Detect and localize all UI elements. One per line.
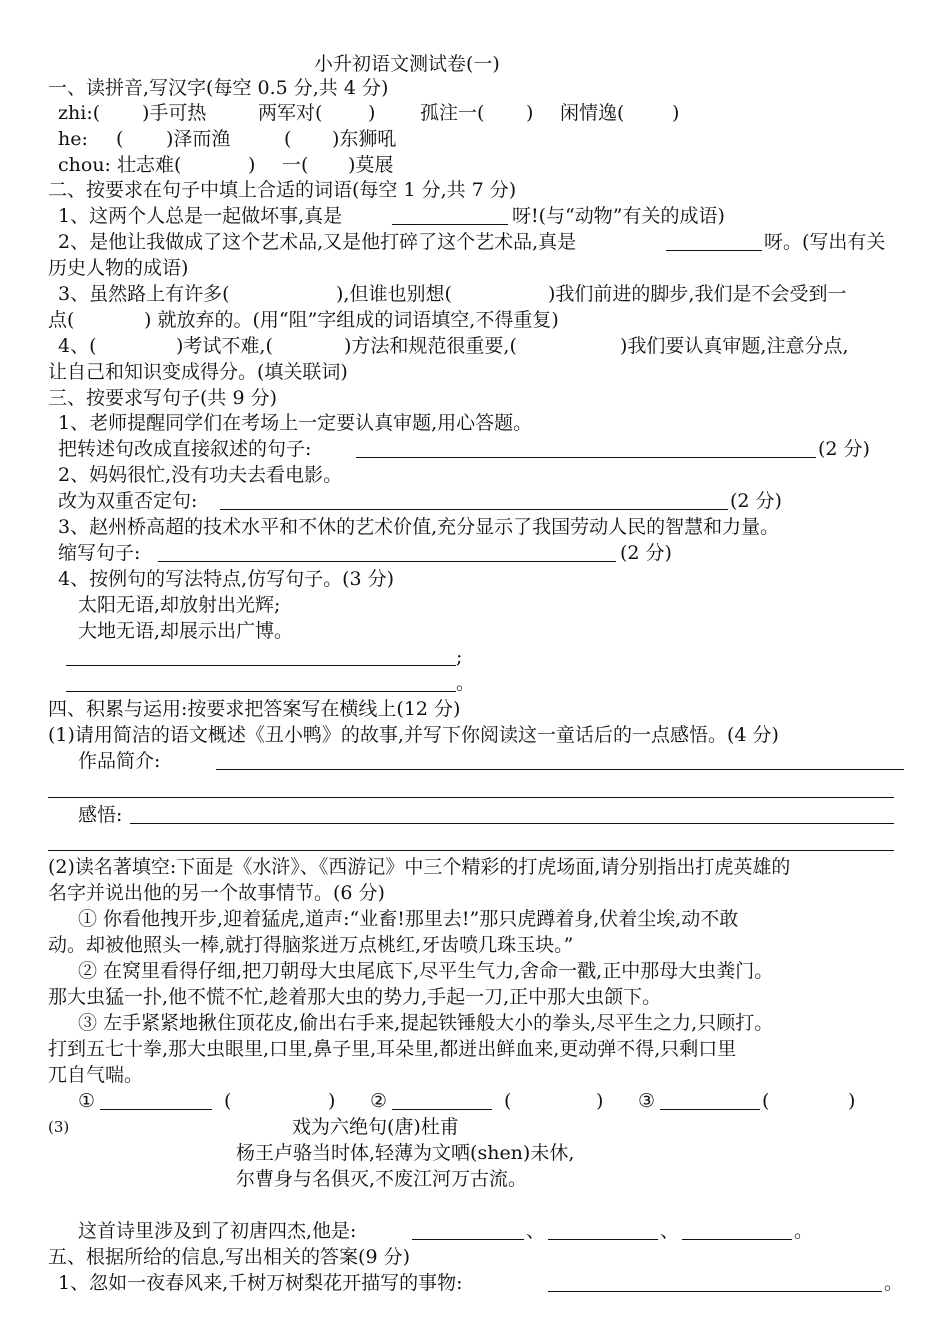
- excerpt-2-line2: 那大虫猛一扑,他不慌不忙,趁着那大虫的势力,手起一刀,正中那大虫颌下。: [48, 986, 662, 1008]
- answer-blank[interactable]: [100, 1089, 212, 1110]
- s3-q2: 2、妈妈很忙,没有功夫去看电影。: [58, 464, 343, 486]
- s4-p1: (1)请用简洁的语文概述《丑小鸭》的故事,并写下你阅读这一童话后的一点感悟。(4 分): [48, 724, 779, 746]
- poem-line-2: 尔曹身与名俱灭,不废江河万古流。: [236, 1168, 528, 1190]
- section-4-heading: 四、积累与运用:按要求把答案写在横线上(12 分): [48, 698, 461, 720]
- excerpt-2-line1: ② 在窝里看得仔细,把刀朝母大虫尾底下,尽平生气力,舍命一戳,正中那母大虫粪门。: [78, 960, 774, 982]
- answer-line[interactable]: [216, 749, 904, 770]
- answer-line[interactable]: [48, 777, 894, 798]
- section-2-heading: 二、按要求在句子中填上合适的词语(每空 1 分,共 7 分): [48, 179, 517, 201]
- section-5-heading: 五、根据所给的信息,写出相关的答案(9 分): [48, 1246, 410, 1268]
- answer-blank[interactable]: [392, 204, 508, 225]
- excerpt-3-line3: 兀自气喘。: [48, 1064, 144, 1086]
- answer-line[interactable]: [48, 830, 894, 851]
- answer-blank[interactable]: [392, 1089, 492, 1110]
- example-sentence-1: 太阳无语,却放射出光辉;: [78, 594, 281, 616]
- answer-line[interactable]: [130, 803, 894, 824]
- answer-blank[interactable]: [682, 1219, 792, 1240]
- poem-title: 戏为六绝句(唐)杜甫: [292, 1116, 459, 1138]
- s4-p2-line2: 名字并说出他的另一个故事情节。(6 分): [48, 882, 385, 904]
- answer-line[interactable]: [548, 1271, 882, 1292]
- section-3-heading: 三、按要求写句子(共 9 分): [48, 387, 277, 409]
- answer-line[interactable]: [66, 671, 456, 692]
- answer-blank[interactable]: [660, 1089, 760, 1110]
- excerpt-1-line2: 动。却被他照头一棒,就打得脑浆迸万点桃红,牙齿喷几珠玉块。”: [48, 934, 574, 956]
- answer-blank[interactable]: [548, 1219, 658, 1240]
- section-1-heading: 一、读拼音,写汉字(每空 0.5 分,共 4 分): [48, 77, 389, 99]
- answer-line[interactable]: [356, 437, 816, 458]
- answer-blank[interactable]: [412, 1219, 524, 1240]
- excerpt-3-line2: 打到五七十拳,那大虫眼里,口里,鼻子里,耳朵里,都迸出鲜血来,更动弹不得,只剩口里: [48, 1038, 737, 1060]
- answer-line[interactable]: [158, 541, 616, 562]
- s4-p3-label: (3): [48, 1118, 70, 1136]
- example-sentence-2: 大地无语,却展示出广博。: [78, 620, 294, 642]
- s3-q1: 1、老师提醒同学们在考场上一定要认真审题,用心答题。: [58, 412, 533, 434]
- excerpt-1-line1: ① 你看他拽开步,迎着猛虎,道声:“业畜!那里去!”那只虎蹲着身,伏着尘埃,动不敢: [78, 908, 739, 930]
- s3-q3: 3、赵州桥高超的技术水平和不休的艺术价值,充分显示了我国劳动人民的智慧和力量。: [58, 516, 780, 538]
- s4-p2-line1: (2)读名著填空:下面是《水浒》、《西游记》中三个精彩的打虎场面,请分别指出打虎英雄的: [48, 856, 791, 878]
- poem-line-1: 杨王卢骆当时体,轻薄为文哂(shen)未休,: [236, 1142, 575, 1164]
- answer-blank[interactable]: [666, 230, 762, 251]
- excerpt-3-line1: ③ 左手紧紧地揪住顶花皮,偷出右手来,提起铁锤般大小的拳头,尽平生之力,只顾打。: [78, 1012, 774, 1034]
- s2-q2-line2: 历史人物的成语): [48, 257, 189, 279]
- s3-q4: 4、按例句的写法特点,仿写句子。(3 分): [58, 568, 395, 590]
- s2-q4-line2: 让自己和知识变成得分。(填关联词): [48, 361, 348, 383]
- exam-title: 小升初语文测试卷(一): [314, 53, 500, 75]
- answer-line[interactable]: [220, 489, 728, 510]
- answer-line[interactable]: [66, 645, 456, 666]
